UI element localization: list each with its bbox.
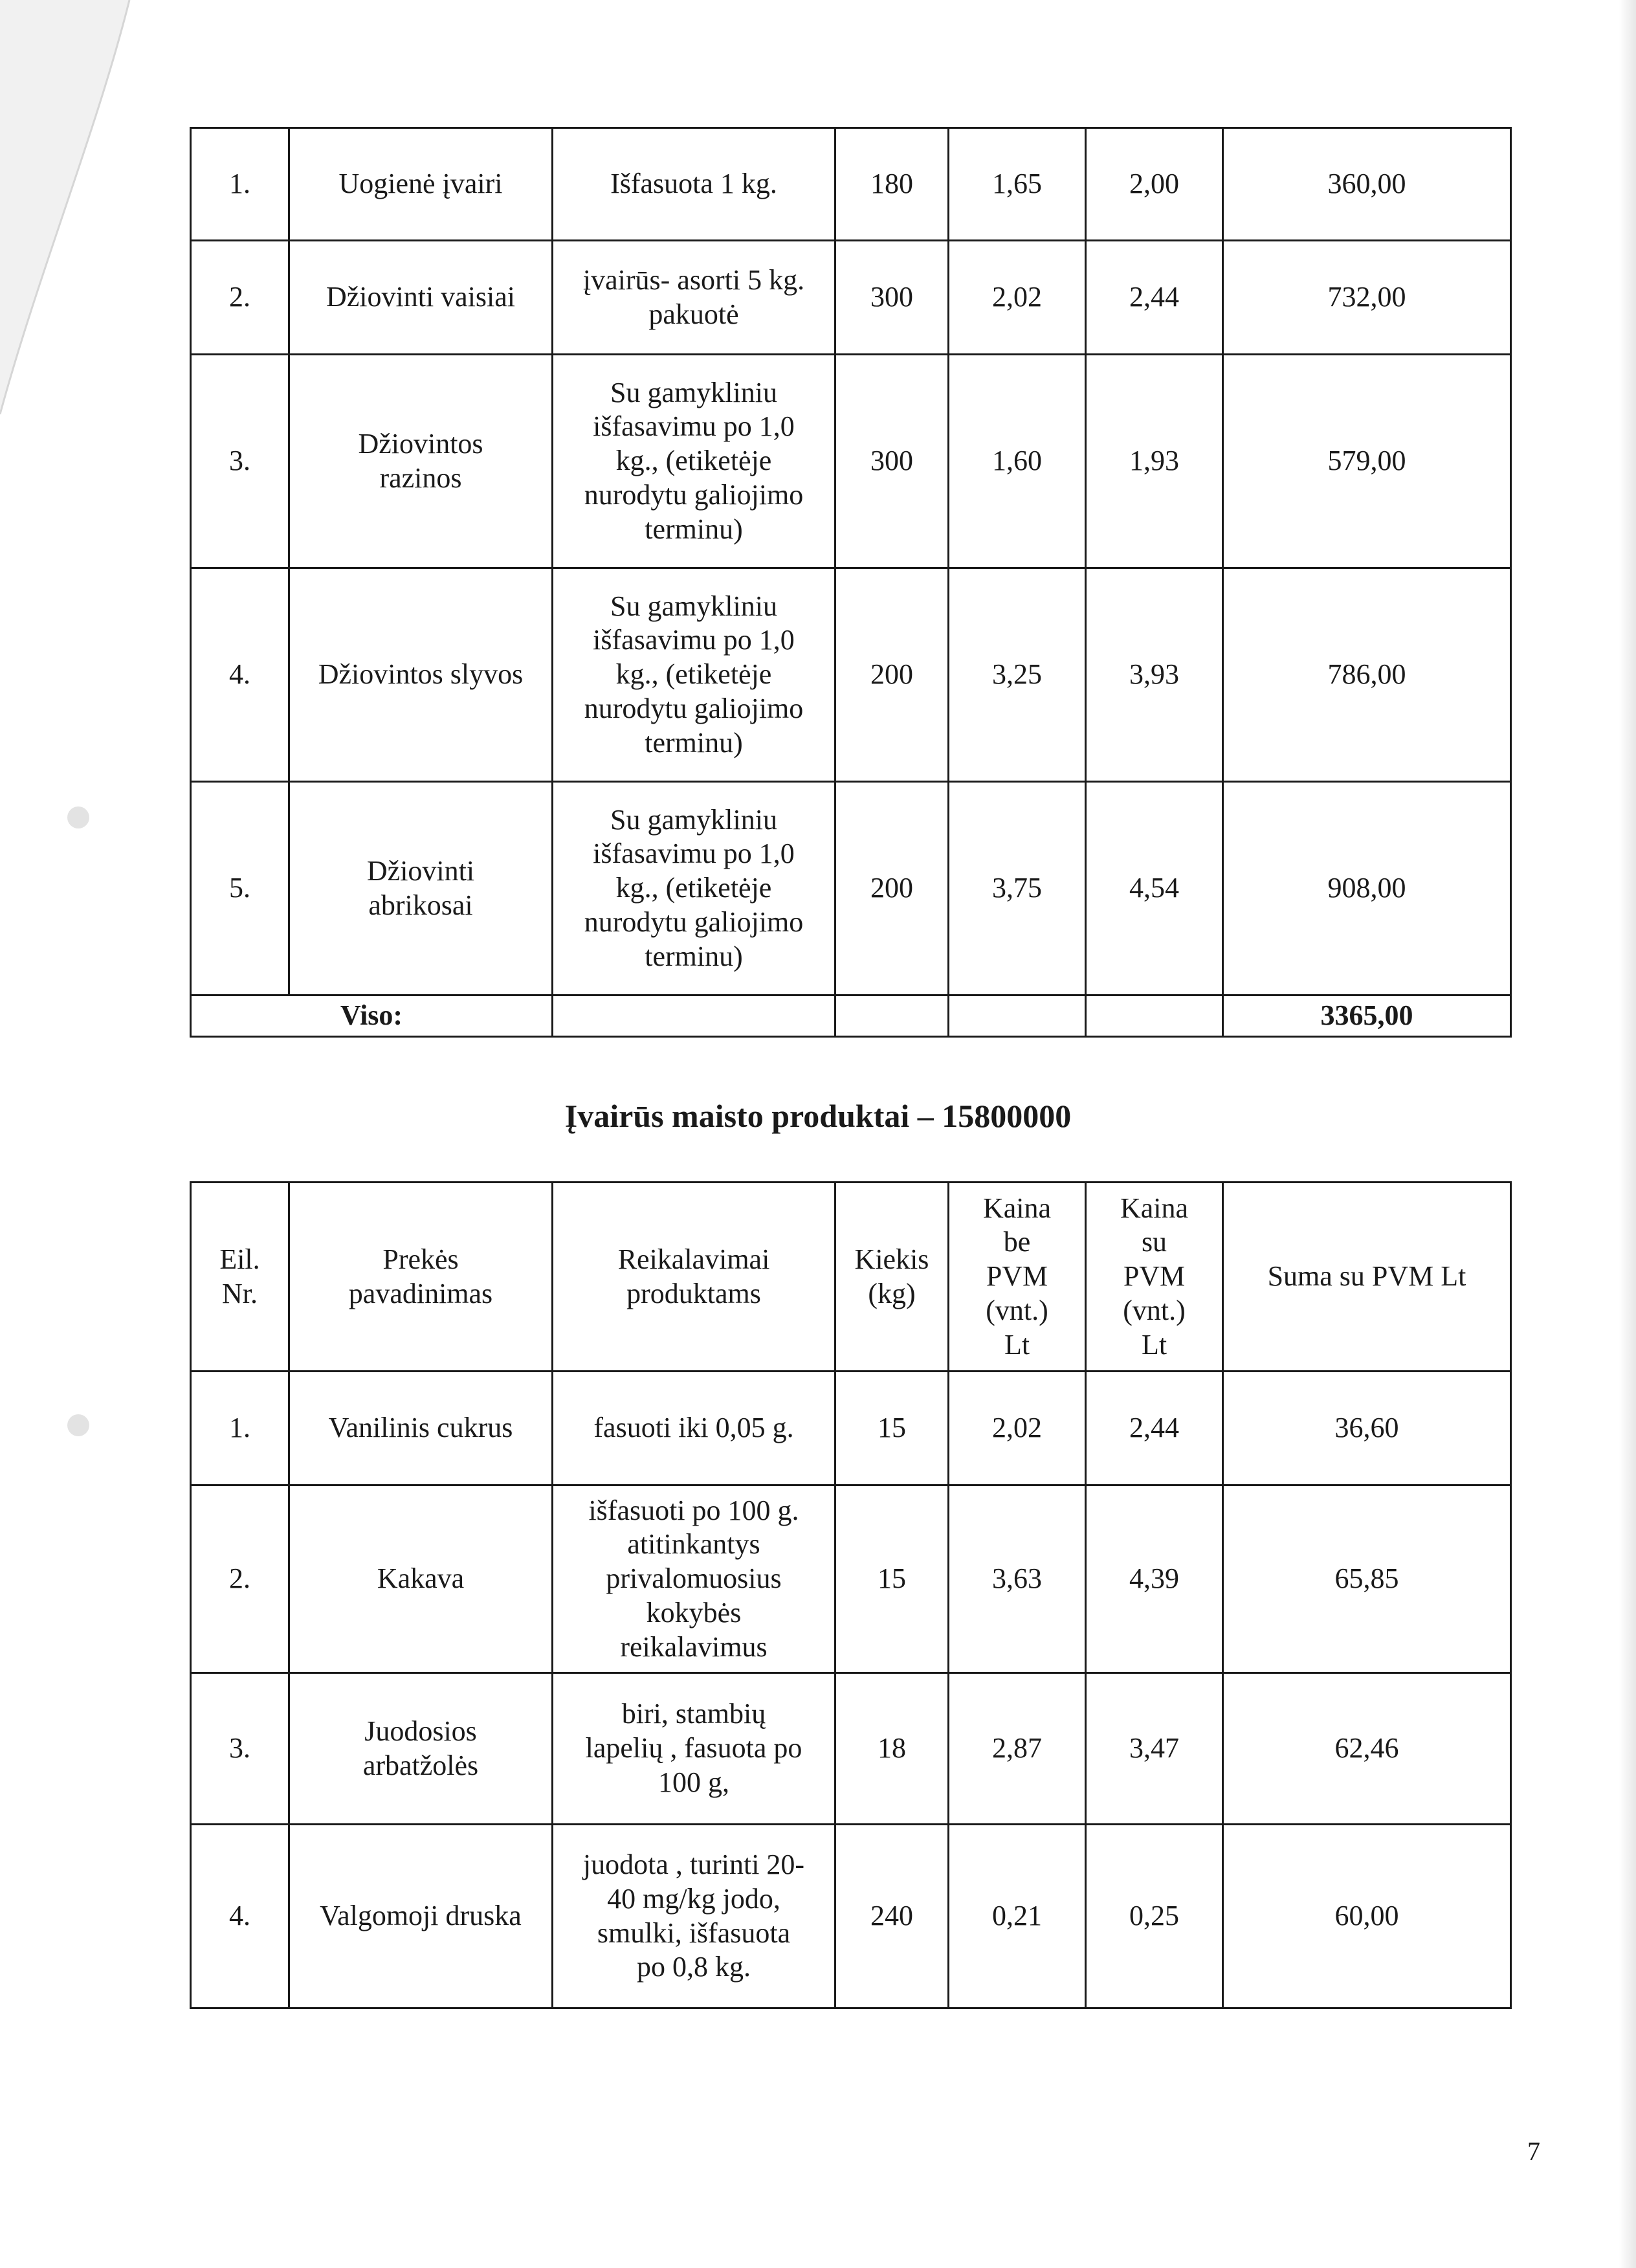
table-row xyxy=(191,128,1511,241)
row-number: 4. xyxy=(191,1825,289,2008)
punch-hole-top xyxy=(67,806,89,828)
price-without-vat: 2,87 xyxy=(949,1673,1086,1825)
sum-with-vat: 579,00 xyxy=(1223,355,1511,568)
product-name: Džiovintos razinos xyxy=(289,355,553,568)
price-with-vat: 0,25 xyxy=(1086,1825,1223,2008)
product-requirements: įvairūs- asorti 5 kg. pakuotė xyxy=(553,241,835,355)
price-with-vat: 3,47 xyxy=(1086,1673,1223,1825)
sum-with-vat: 60,00 xyxy=(1223,1825,1511,2008)
price-without-vat: 2,02 xyxy=(949,1372,1086,1485)
products-table-continued xyxy=(190,127,1512,1038)
table-row xyxy=(191,1485,1511,1673)
empty-cell xyxy=(835,995,949,1037)
price-with-vat: 2,44 xyxy=(1086,1372,1223,1485)
sum-with-vat: 786,00 xyxy=(1223,568,1511,782)
product-requirements: išfasuoti po 100 g. atitinkantys privalomuosius kokybės reikalavimus xyxy=(553,1485,835,1673)
price-with-vat: 4,54 xyxy=(1086,782,1223,995)
table-row xyxy=(191,782,1511,995)
product-name: Vanilinis cukrus xyxy=(289,1372,553,1485)
quantity: 200 xyxy=(835,782,949,995)
price-with-vat: 2,44 xyxy=(1086,241,1223,355)
sum-with-vat: 62,46 xyxy=(1223,1673,1511,1825)
row-number: 3. xyxy=(191,355,289,568)
quantity: 200 xyxy=(835,568,949,782)
product-requirements: Su gamykliniu išfasavimu po 1,0 kg., (etiketėje nurodytu galiojimo terminu) xyxy=(553,568,835,782)
price-without-vat: 2,02 xyxy=(949,241,1086,355)
price-without-vat: 0,21 xyxy=(949,1825,1086,2008)
empty-cell xyxy=(553,995,835,1037)
sum-with-vat: 732,00 xyxy=(1223,241,1511,355)
price-without-vat: 1,60 xyxy=(949,355,1086,568)
quantity: 15 xyxy=(835,1372,949,1485)
row-number: 4. xyxy=(191,568,289,782)
row-number: 1. xyxy=(191,1372,289,1485)
column-header-price: Kaina be PVM (vnt.) Lt xyxy=(949,1183,1086,1372)
price-without-vat: 3,75 xyxy=(949,782,1086,995)
row-number: 2. xyxy=(191,241,289,355)
product-requirements: Su gamykliniu išfasavimu po 1,0 kg., (etiketėje nurodytu galiojimo terminu) xyxy=(553,355,835,568)
product-name: Valgomoji druska xyxy=(289,1825,553,2008)
price-with-vat: 2,00 xyxy=(1086,128,1223,241)
quantity: 240 xyxy=(835,1825,949,2008)
product-name: Uogienė įvairi xyxy=(289,128,553,241)
quantity: 18 xyxy=(835,1673,949,1825)
food-products-table xyxy=(190,1181,1512,2009)
total-label: Viso: xyxy=(191,995,553,1037)
product-requirements: Su gamykliniu išfasavimu po 1,0 kg., (etiketėje nurodytu galiojimo terminu) xyxy=(553,782,835,995)
section-title: Įvairūs maisto produktai – 15800000 xyxy=(564,1098,1072,1134)
column-header-name: Prekės pavadinimas xyxy=(289,1183,553,1372)
table-row xyxy=(191,241,1511,355)
row-number: 3. xyxy=(191,1673,289,1825)
table-header-row xyxy=(191,1183,1511,1372)
price-with-vat: 4,39 xyxy=(1086,1485,1223,1673)
product-name: Kakava xyxy=(289,1485,553,1673)
product-name: Juodosios arbatžolės xyxy=(289,1673,553,1825)
price-without-vat: 3,25 xyxy=(949,568,1086,782)
quantity: 180 xyxy=(835,128,949,241)
page-number: 7 xyxy=(1527,2137,1540,2166)
empty-cell xyxy=(1086,995,1223,1037)
sum-with-vat: 65,85 xyxy=(1223,1485,1511,1673)
sum-with-vat: 360,00 xyxy=(1223,128,1511,241)
sum-with-vat: 908,00 xyxy=(1223,782,1511,995)
empty-cell xyxy=(949,995,1086,1037)
price-without-vat: 3,63 xyxy=(949,1485,1086,1673)
total-sum: 3365,00 xyxy=(1223,995,1511,1037)
table-row xyxy=(191,568,1511,782)
quantity: 300 xyxy=(835,355,949,568)
product-requirements: fasuoti iki 0,05 g. xyxy=(553,1372,835,1485)
table-row xyxy=(191,1372,1511,1485)
table-row xyxy=(191,355,1511,568)
quantity: 300 xyxy=(835,241,949,355)
page-fold-shadow xyxy=(0,0,168,453)
product-requirements: juodota , turinti 20- 40 mg/kg jodo, smulki, išfasuota po 0,8 kg. xyxy=(553,1825,835,2008)
table-row xyxy=(191,1673,1511,1825)
total-row xyxy=(191,995,1511,1037)
table-row xyxy=(191,1825,1511,2008)
row-number: 1. xyxy=(191,128,289,241)
price-with-vat: 3,93 xyxy=(1086,568,1223,782)
product-name: Džiovinti vaisiai xyxy=(289,241,553,355)
column-header-requirements: Reikalavimai produktams xyxy=(553,1183,835,1372)
product-requirements: biri, stambių lapelių , fasuota po 100 g, xyxy=(553,1673,835,1825)
row-number: 5. xyxy=(191,782,289,995)
column-header-sum: Suma su PVM Lt xyxy=(1223,1183,1511,1372)
column-header-price-vat: Kaina su PVM (vnt.) Lt xyxy=(1086,1183,1223,1372)
price-without-vat: 1,65 xyxy=(949,128,1086,241)
quantity: 15 xyxy=(835,1485,949,1673)
punch-hole-bottom xyxy=(67,1414,89,1436)
product-name: Džiovinti abrikosai xyxy=(289,782,553,995)
price-with-vat: 1,93 xyxy=(1086,355,1223,568)
product-name: Džiovintos slyvos xyxy=(289,568,553,782)
column-header-quantity: Kiekis (kg) xyxy=(835,1183,949,1372)
row-number: 2. xyxy=(191,1485,289,1673)
product-requirements: Išfasuota 1 kg. xyxy=(553,128,835,241)
column-header-number: Eil. Nr. xyxy=(191,1183,289,1372)
sum-with-vat: 36,60 xyxy=(1223,1372,1511,1485)
